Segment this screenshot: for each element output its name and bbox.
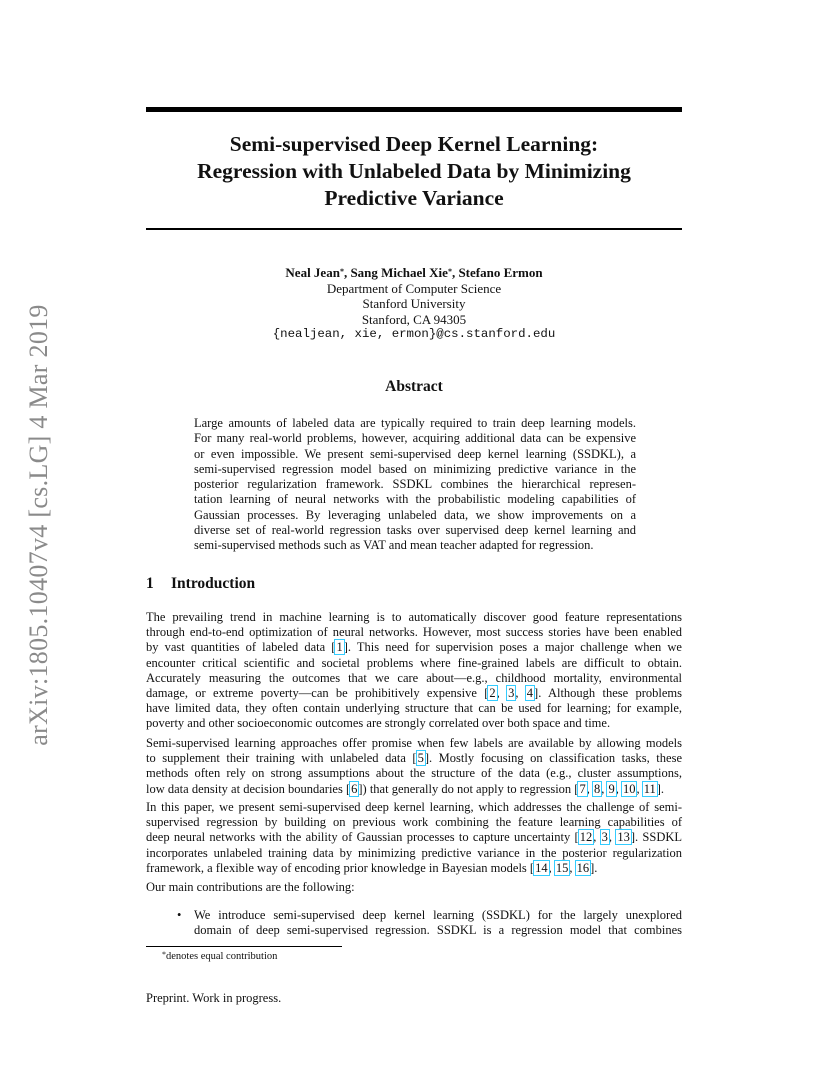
citation-link[interactable]: 8 (593, 781, 601, 796)
abstract-line: tation learning of neural networks with the probabilistic modeling capabilities of (194, 492, 636, 507)
title-line: Regression with Unlabeled Data by Minimizing (197, 159, 631, 183)
citation-link[interactable]: 16 (576, 860, 590, 875)
citation-link[interactable]: 2 (489, 686, 496, 701)
author-name: Sang Michael Xie (350, 265, 448, 280)
footnote (162, 951, 277, 962)
text-line: In this paper, we present semi-supervised deep kernel learning, which addresses the challenge of semi- (146, 800, 682, 814)
paragraph (146, 610, 682, 732)
abstract-line: posterior regularization framework. SSDKL combines the hierarchical represen- (194, 477, 636, 492)
abstract-line: semi-supervised methods such as VAT and mean teacher adapted for regression. (194, 538, 594, 553)
text-line: by vast quantities of labeled data [1]. This need for supervision poses a major challenge when we (146, 640, 682, 655)
text-line: to supplement their training with unlabeled data [5]. Mostly focusing on classification tasks, these (146, 751, 682, 766)
paragraph (146, 880, 682, 895)
text-line: framework, a flexible way of encoding prior knowledge in Bayesian models [14, 15, 16]. (146, 860, 598, 875)
abstract-line: diverse set of real-world regression tasks over supervised deep kernel learning and (194, 523, 636, 538)
author-email: {nealjean, xie, ermon}@cs.stanford.edu (272, 327, 556, 341)
preprint-note: Preprint. Work in progress. (146, 991, 282, 1005)
bullet-icon: • (177, 908, 182, 922)
author-university: Stanford University (362, 296, 466, 311)
citation-link[interactable]: 4 (526, 686, 534, 701)
citation-link[interactable]: 3 (508, 686, 515, 701)
text-line: methods often rely on strong assumptions about the structure of the data (e.g., cluster assumptions, (146, 766, 682, 781)
citation-link[interactable]: 9 (608, 781, 615, 796)
section-title: Introduction (171, 575, 256, 592)
text-line: deep neural networks with the ability of Gaussian processes to capture uncertainty [12, 3, 13]. SSDKL (146, 830, 683, 845)
footnote-rule (146, 946, 342, 947)
text-line: have limited data, they often contain underlying structure that can be used for learning; for example, (146, 701, 682, 716)
footnote-mark: * (162, 950, 166, 959)
author-department: Department of Computer Science (326, 280, 502, 296)
text-line: Semi-supervised learning approaches offer promise when few labels are available by allowing models (146, 736, 682, 750)
abstract-line: For many real-world problems, however, acquiring additional data can be expensive (194, 431, 636, 446)
author-name: Stefano Ermon (458, 265, 543, 280)
section-heading (146, 575, 255, 593)
abstract-line: semi-supervised regression model based on minimizing predictive variance in the (194, 461, 636, 476)
text-line: poverty and other socioeconomic outcomes are strongly correlated over both space and time. (146, 716, 611, 731)
text-line: encounter critical scientific and societal problems where fine-grained labels are difficult to obtain. (146, 655, 682, 670)
author-names: Neal Jean*, Sang Michael Xie*, Stefano Ermon (285, 265, 543, 280)
citation-link[interactable]: 13 (617, 830, 630, 845)
abstract-line: Large amounts of labeled data are typically required to train deep learning models. (194, 416, 636, 430)
title-line: Semi-supervised Deep Kernel Learning: (229, 132, 599, 156)
text-line: domain of deep semi-supervised regression. SSDKL is a regression model that combines (194, 923, 682, 938)
citation-link[interactable]: 10 (622, 781, 636, 796)
text-line: damage, or extreme poverty—can be prohibitively expensive [2, 3, 4]. Although these problems (146, 686, 682, 701)
paper-title (146, 131, 682, 212)
citation-link[interactable]: 6 (351, 781, 358, 796)
citation-link[interactable]: 5 (417, 751, 424, 766)
text-line: We introduce semi-supervised deep kernel learning (SSDKL) for the largely unexplored (194, 908, 682, 922)
abstract-line: or even impossible. We present semi-supervised deep kernel learning (SSDKL), a (194, 446, 636, 461)
citation-link[interactable]: 12 (579, 830, 593, 845)
author-block (146, 265, 682, 343)
arxiv-stamp (22, 290, 56, 760)
author-location: Stanford, CA 94305 (361, 311, 467, 327)
text-line: Our main contributions are the following: (146, 880, 355, 894)
equal-contribution-mark: * (339, 267, 344, 276)
citation-link[interactable]: 7 (579, 781, 586, 796)
author-name: Neal Jean (285, 265, 340, 280)
citation-link[interactable]: 11 (643, 781, 656, 796)
text-line: Accurately measuring the outcomes that we care about—e.g., childhood mortality, environmental (146, 670, 682, 685)
abstract-heading: Abstract (385, 378, 443, 395)
abstract-body (194, 416, 636, 554)
title-line: Predictive Variance (324, 186, 504, 210)
text-line: low data density at decision boundaries [6]) that generally do not apply to regression [7, 8, 9, 10, 11]. (146, 781, 665, 796)
paragraph (146, 800, 682, 876)
text-line: through end-to-end optimization of neural networks. However, most success stories have been enabled (146, 625, 682, 640)
list-item-text (194, 908, 682, 938)
citation-link[interactable]: 14 (535, 860, 548, 875)
text-line: supervised regression by building on previous work combining the feature learning capabilities of (146, 815, 682, 830)
equal-contribution-mark: * (447, 267, 452, 276)
citation-link[interactable]: 3 (601, 830, 608, 845)
citation-link[interactable]: 1 (336, 640, 343, 655)
text-line: The prevailing trend in machine learning is to automatically discover good feature representations (146, 610, 682, 624)
section-number: 1 (146, 575, 154, 592)
arxiv-id: arXiv:1805.10407v4 [cs.LG] 4 Mar 2019 (24, 304, 53, 746)
abstract-line: Gaussian processes. By leveraging unlabeled data, we show improvements on a (194, 507, 636, 522)
title-bottom-rule (146, 228, 682, 230)
text-line: incorporates unlabeled training data by minimizing predictive variance in the posterior regularization (146, 845, 682, 860)
citation-link[interactable]: 15 (555, 860, 569, 875)
paragraph (146, 736, 682, 797)
footnote-text: denotes equal contribution (166, 951, 278, 962)
title-top-rule (146, 107, 682, 112)
